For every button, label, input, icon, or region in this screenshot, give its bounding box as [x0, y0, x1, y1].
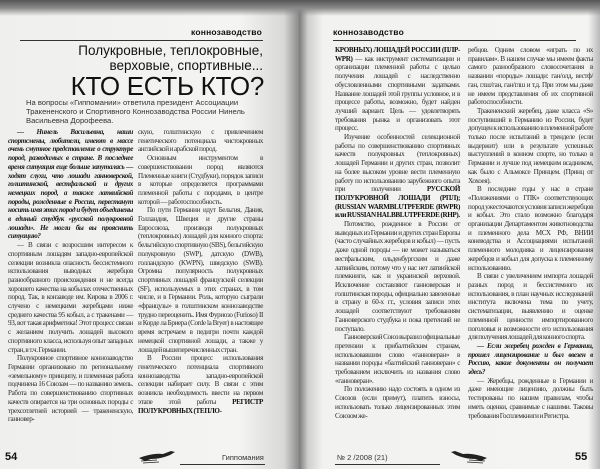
right-page [299, 0, 600, 469]
paragraph [335, 133, 460, 220]
paragraph [468, 272, 593, 342]
interview-question [8, 128, 133, 241]
paragraph [138, 128, 263, 154]
article-intro: На вопросы «Гиппомании» ответила президент Ассоциации Тракененского и Спортивного Коннозаводства России Нинель Васильевна Дорофеева. [26, 98, 245, 125]
text: — как инструмент систематизации и организации племенной работы с целью получения лошадей с наследственно обусловленными спортивными задатками. Название лошадей этой группы условное, и в процессе работы, возможно, будет найден лучший вариант. Цель — удовлетворять требования рынка и организовать этот процесс. [335, 54, 460, 133]
paragraph [8, 354, 133, 424]
horse-logo-icon [137, 448, 177, 464]
paragraph [335, 385, 460, 420]
header-rule [333, 40, 576, 41]
paragraph [468, 46, 593, 107]
paragraph [138, 206, 263, 354]
section-header: коннозаводство [333, 27, 404, 37]
text-column [335, 46, 460, 420]
paragraph [468, 107, 593, 185]
article-title: КТО ЕСТЬ КТО? [70, 71, 264, 101]
bold-text: КРОВНЫХ) ЛОШАДЕЙ РОССИИ (ПЛР-WPR) [335, 46, 460, 63]
text: В России процесс использования генетического потенциала спортивного коннозаводства западно-европейской селекции набирает силу. В связи с этим возникла необходимость ввести на первом этапе этой работы [138, 354, 263, 406]
text: В связи с увеличением импорта лошадей разных пород и бессистемного их использования, в план научных исследований института включена тема по учету, систематизации, выявлению и оценке племенной ценности импортированного поголовья и возможности его использования для получения лошадей для конного спорта. [468, 272, 593, 342]
text: Тракененский жеребец, даже класса «S» поступивший в Германию из России, будет допущен к использованию в племенной работе только после испытаний в тренделе (если выдержит) или в результате успешных выступлений в конном спорте, но только в Германии и лучше под немецким всадником, как было с Альмоксе Принцем. (Принц от Хохоея). [468, 106, 594, 185]
paragraph [468, 185, 593, 272]
text: ребцов. Одним словом «играть по их правилам». В нашем случае мы имеем факты самого разнообразного словосочетания в названии «породы» лошади: ган/олд, вестф/ган, глш/ган, ган/глш и т.д. При этом мы даже не имеем представления об их спортивной работоспособности. [468, 46, 593, 107]
text-column [8, 128, 133, 424]
left-page [0, 0, 299, 469]
interview-question [468, 342, 593, 377]
section-header: коннозаводство [191, 27, 262, 37]
article-subtitle: Полукровные, теплокровные, верховые, спортивные... [78, 43, 263, 73]
paragraph [335, 220, 460, 333]
text: В последние годы у нас в стране «Положениями о ГПК» соответствующих пород ужесточаются условия записи жеребцов и кобыл. Это стало возможно благодаря организации Департаментом животноводства и племенного дела МСХ РФ, ВНИИ коневодства и Ассоциациями испытаний племенного молодняка и лицензирования жеребцов и кобыл для допуска к племенному использованию. [468, 185, 593, 272]
page-number: 54 [5, 451, 18, 463]
paragraph [138, 354, 263, 415]
text: — Жеребцы, рожденные в Германии и даже имеющие лицензию, должны быть тестированы по нашим правилам, чтобы иметь оценки, сравнимые с нашими. Таковы требования Госплемкниги и Регистра. [468, 376, 593, 420]
page-number: 55 [575, 451, 588, 463]
text: Ганноверский Союз выразил официальные претензии к прибалтийским странам, использовавшим слово «ганноверан» в названии породы «балтийский ганноверан» с требованием исключить из названия слово «ганноверан». [335, 333, 460, 385]
text: По положению надо состоять в одном из Союзов (если примут), платить взносы, использовать только лицензированных этим Союзом же- [335, 385, 460, 420]
text: Изучение особенностей селекционной работы по совершенствованию спортивных качеств полукровных (теплокровных) лошадей Германии и других стран, позволит на более высоком уровне вести племенную работу по использованию зарубежного опыта при получении [335, 133, 460, 194]
text: — Нинель Васильевна, наши спортсмены, любители, имеют в массе очень смутное представление о структуре пород, разводимых в стране. В последнее время ситуация еще больше запуталась — ходят слухи, что лошади ганноверской, голштинской, вестфальской и других немецких пород, а также латвийской породы, рожденные в России, перестанут носить имя этих пород и будут объединены в единый студбук «русской полукровной лошади». Не могли бы вы прояснить ситуацию? [8, 128, 133, 241]
paragraph [335, 333, 460, 385]
paragraph [8, 241, 133, 354]
scan-shadow [0, 0, 299, 16]
text-column [138, 128, 263, 415]
footer-magazine-name: Гиппомания [222, 453, 264, 462]
paragraph [335, 46, 460, 133]
text: Полукровное спортивное коннозаводство Германии организовано по региональному «земельному» принципу, и племенная работа подчинена 16 Союзам — по названию земель. Работа по совершенствованию спортивных качеств опирается на три основных породы с трехсотлетней историей — тракененскую, ганновер- [8, 354, 133, 424]
bold-text: РУССКОЙ ПОЛУКРОВНОЙ ЛОШАДИ (РПЛ); (RUSSIAN WARMBLUTPFERDE (RWPR) или RUSSIAN HALBBLUTPFERDE (RHP). [335, 185, 460, 220]
bold-text: РЕГИСТР ПОЛУКРОВНЫХ (ТЕПЛО- [138, 397, 263, 415]
text: По пути Германии идут Бельгия, Дания, Голландия, Швеция и другие страны Евросоюза, производя полукровных (теплокровных) лошадей для конного спорта: бельгийскую спортивную (SBS), бельгийскую полукровную (SWP), датскую (DWB), голландскую (KWPN), шведскую (SWB). Огромна популярность полукровных спортивных лошадей французской селекции (SF), используемых в этих странах, в том числе, и в Германии. Роль, которую сыграли «французы» в голштинском коннозаводстве трудно переоценить. Имя Фуриозо (Furioso) II и Корде ла Бриера (Corde la Bryer) в настоящее время встречаем в педигри почти каждой немецкой спортивной лошади, а также у лошадей вышеперечисленных стран. [138, 206, 263, 354]
scan-shadow [299, 0, 600, 16]
paragraph [468, 377, 593, 421]
text: — В связи с возросшим интересом к спортивным лошадям западно-европейской селекции возникла опасность бессистемного использования выводных жеребцов разнообразного происхождения и не всегда хорошего качества на кобылах отечественных пород. Так, в конзаводе им. Кирова в 2006 г. случено с немецкими жеребцами ниже среднего качества 95 кобыл, а с тракенами — 93, вот такая арифметика! Этот процесс связан с желанием получить лошадей высокого спортивного класса, используя опыт западных стран, в т.ч. Германии. [8, 241, 133, 354]
footer-rule [335, 464, 440, 465]
footer-rule [180, 464, 265, 465]
text: Основным инструментом в совершенствовании пород являются Племенные книги (Студбуки), порядок записи в которые определяется программами племенной работы с породами, в центре которой — работоспособность. [138, 154, 263, 206]
text: Потомство, рожденное в России от выводных из Германии и других стран Европы (часто случайных жеребцов и кобыл) — пусть даже одной породы — не может называться вестфальским, ольденбургским и даже латвийским, потому что у нас нет латвийской племкниги, как и украинской верховой. Исключение составляют ганноверская и голштинская породы, официально завезенные в страну в 60-х гг., условия записи этих лошадей соответствуют требованиям Ганноверского студбука и пока претензий не поступало. [335, 220, 460, 333]
header-rule [20, 40, 263, 41]
text-column [468, 46, 593, 420]
horse-logo-icon [449, 448, 489, 464]
text: — Если жеребец рожден в Германии, прошел лицензирование и был ввезен в Россию, какие документы он получает здесь? [468, 341, 593, 377]
footer-issue: № 2 /2008 (21) [337, 453, 388, 462]
paragraph [138, 154, 263, 206]
text: скую, голштинскую с привлечением генетического потенциала чистокровных английской и арабской пород. [138, 128, 263, 154]
